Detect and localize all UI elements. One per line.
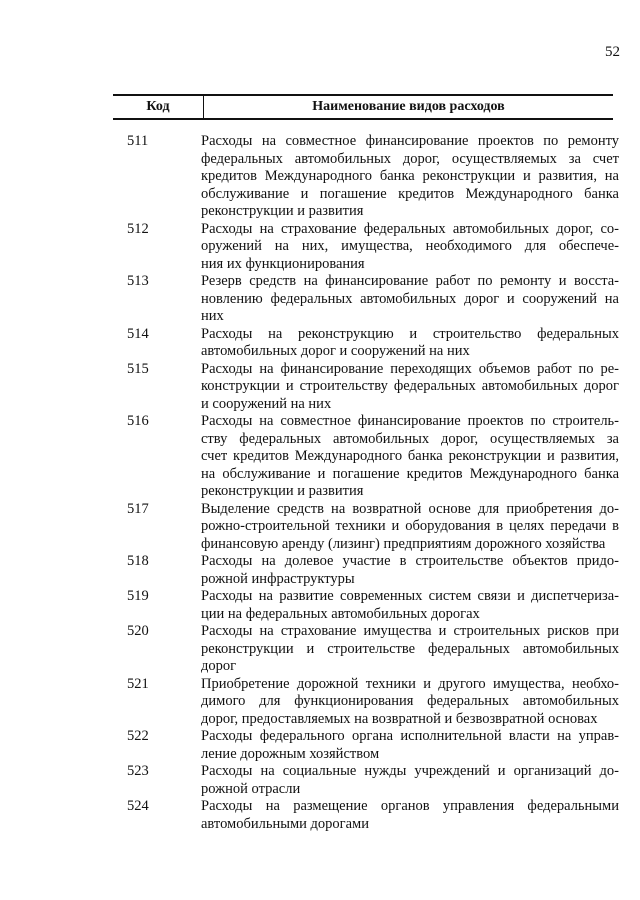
expense-description <box>201 501 619 554</box>
description-line: новлению федеральных автомобильных дорог и сооружений на <box>201 290 619 307</box>
expense-description <box>201 623 619 676</box>
expense-description <box>201 221 619 274</box>
expense-description <box>201 728 619 763</box>
expense-description <box>201 798 619 833</box>
table-row <box>0 133 640 221</box>
expense-description <box>201 361 619 414</box>
table-row <box>0 553 640 588</box>
table-row <box>0 676 640 729</box>
description-line: кредитов Международного банка реконструкции и развития, на <box>201 168 619 184</box>
header-code: Код <box>113 96 204 118</box>
expense-code: 511 <box>127 133 149 149</box>
description-line: Расходы на совместное финансирование проектов по строитель- <box>201 413 619 429</box>
expense-code: 513 <box>127 273 149 289</box>
description-line: Расходы на страхование имущества и строительных рисков при <box>201 623 619 639</box>
expense-code: 512 <box>127 220 149 237</box>
expense-description <box>201 553 619 588</box>
description-line: реконструкции и строительстве федеральных автомобильных <box>201 640 619 657</box>
expense-table <box>0 133 640 833</box>
expense-code: 520 <box>127 623 149 639</box>
table-row <box>0 763 640 798</box>
description-line: ление дорожным хозяйством <box>201 745 380 762</box>
expense-description <box>201 326 619 361</box>
description-line: Выделение средств на возвратной основе для приобретения до- <box>201 500 619 517</box>
table-row <box>0 798 640 833</box>
expense-description <box>201 676 619 729</box>
description-line: ния их функционирования <box>201 255 365 272</box>
expense-code: 522 <box>127 728 149 744</box>
description-line: Расходы на финансирование переходящих объемов работ по ре- <box>201 360 619 377</box>
description-line: Расходы на реконструкцию и строительство федеральных <box>201 325 619 342</box>
table-row <box>0 728 640 763</box>
description-line: счет кредитов Международного банка реконструкции и развития, <box>201 448 619 464</box>
expense-code: 514 <box>127 325 149 342</box>
description-line: рожной отрасли <box>201 780 301 797</box>
expense-code: 523 <box>127 763 149 779</box>
table-row <box>0 326 640 361</box>
description-line: Расходы на страхование федеральных автомобильных дорог, со- <box>201 220 619 237</box>
description-line: обслуживание и погашение кредитов Международного банка <box>201 185 619 202</box>
description-line: ству федеральных автомобильных дорог, осуществляемых за <box>201 430 619 447</box>
expense-description <box>201 133 619 221</box>
description-line: реконструкции и развития <box>201 203 364 219</box>
table-row <box>0 361 640 414</box>
expense-code: 515 <box>127 360 149 377</box>
table-row <box>0 273 640 326</box>
description-line: реконструкции и развития <box>201 483 364 499</box>
description-line: конструкции и строительству федеральных автомобильных дорог <box>201 378 619 394</box>
description-line: них <box>201 308 224 324</box>
description-line: Расходы федерального органа исполнительной власти на управ- <box>201 728 619 744</box>
expense-code: 521 <box>127 675 149 692</box>
description-line: Резерв средств на финансирование работ по ремонту и восста- <box>201 273 619 289</box>
table-row <box>0 623 640 676</box>
page-number: 52 <box>605 44 620 60</box>
description-line: рожной инфраструктуры <box>201 570 355 587</box>
expense-code: 518 <box>127 553 149 569</box>
header-name: Наименование видов расходов <box>312 99 505 114</box>
description-line: Расходы на совместное финансирование проектов по ремонту <box>201 133 619 149</box>
description-line: финансовую аренду (лизинг) предприятиям дорожного хозяйства <box>201 535 606 552</box>
description-line: автомобильными дорогами <box>201 815 369 832</box>
description-line: димого для функционирования федеральных автомобильных <box>201 693 619 709</box>
expense-description <box>201 588 619 623</box>
expense-code: 524 <box>127 798 149 814</box>
table-header <box>113 94 613 120</box>
description-line: на обслуживание и погашение кредитов Международного банка <box>201 465 619 482</box>
description-line: дорог, предоставляемых на возвратной и безвозвратной основах <box>201 710 598 727</box>
description-line: и сооружений на них <box>201 395 332 412</box>
description-line: Расходы на развитие современных систем связи и диспетчериза- <box>201 588 619 604</box>
description-line: Расходы на социальные нужды учреждений и организаций до- <box>201 763 619 779</box>
table-row <box>0 413 640 501</box>
expense-code: 517 <box>127 500 149 517</box>
description-line: дорог <box>201 658 237 674</box>
table-row <box>0 501 640 554</box>
expense-description <box>201 273 619 326</box>
expense-code: 519 <box>127 588 149 604</box>
expense-description <box>201 763 619 798</box>
description-line: ции на федеральных автомобильных дорогах <box>201 605 480 622</box>
table-row <box>0 588 640 623</box>
table-row <box>0 221 640 274</box>
description-line: рожно-строительной техники и оборудования в целях передачи в <box>201 518 619 534</box>
description-line: Приобретение дорожной техники и другого имущества, необхо- <box>201 675 619 692</box>
expense-description <box>201 413 619 501</box>
description-line: автомобильных дорог и сооружений на них <box>201 343 470 359</box>
description-line: Расходы на размещение органов управления федеральными <box>201 798 619 814</box>
description-line: федеральных автомобильных дорог, осуществляемых за счет <box>201 150 619 167</box>
description-line: оружений на них, имущества, необходимого для обеспече- <box>201 238 619 254</box>
description-line: Расходы на долевое участие в строительстве объектов придо- <box>201 553 619 569</box>
expense-code: 516 <box>127 413 149 429</box>
